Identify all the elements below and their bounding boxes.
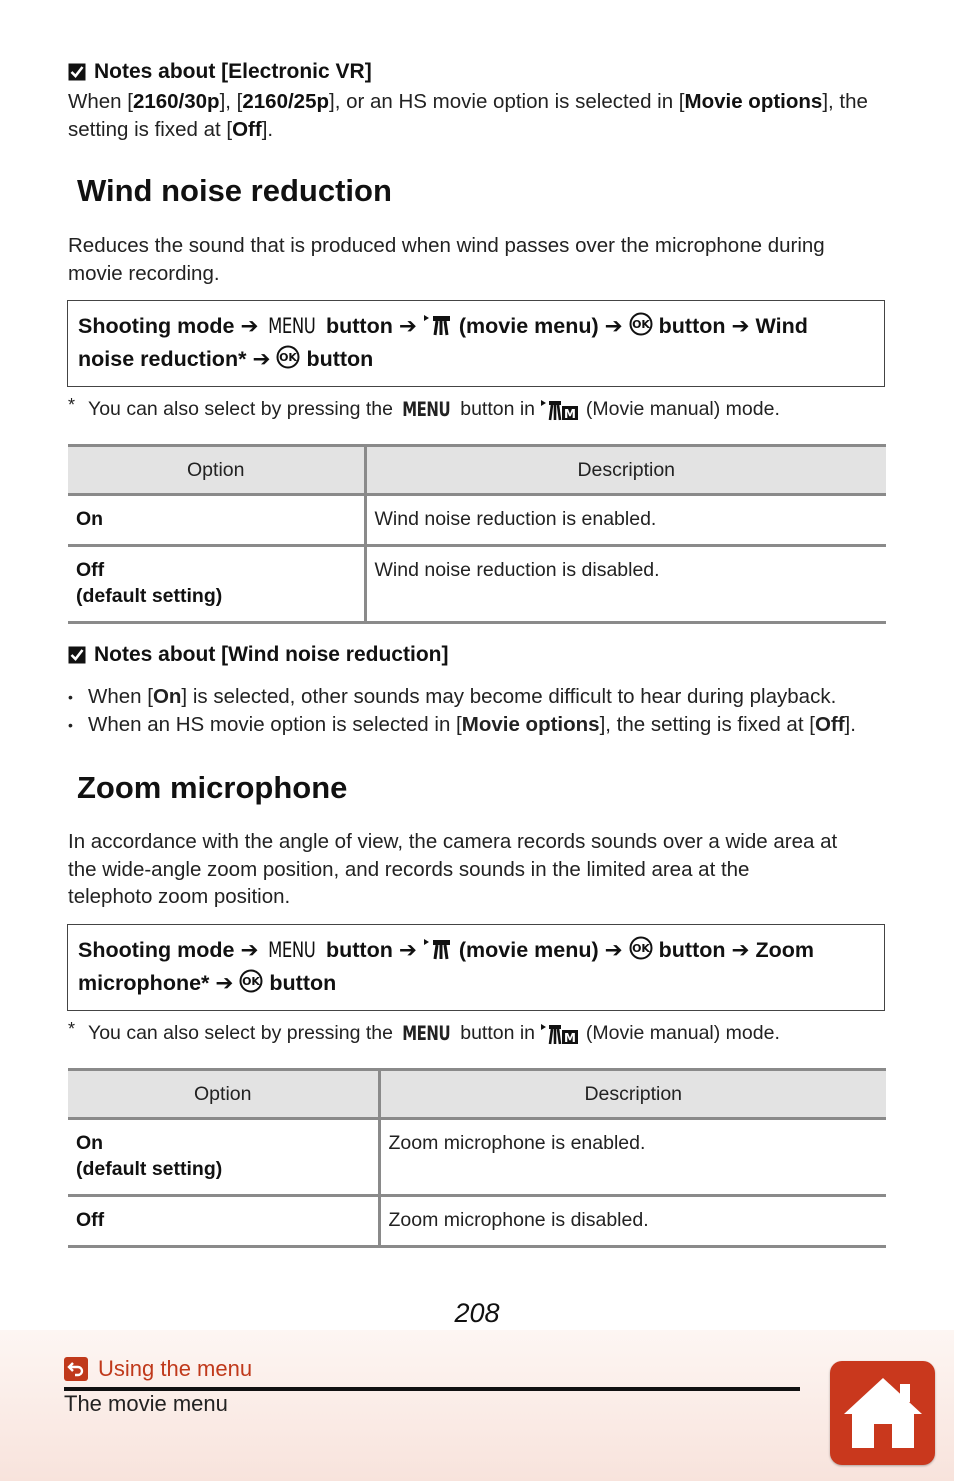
note-wind-noise-list — [68, 683, 898, 739]
arrow-right-icon: ➔ — [731, 314, 750, 338]
table-header-row — [68, 446, 886, 495]
arrow-right-icon: ➔ — [240, 938, 259, 962]
column-header-description: Description — [365, 446, 886, 495]
ok-button-icon — [629, 312, 653, 336]
menu-button-icon: MENU — [402, 1022, 451, 1045]
zoom-footnote: * You can also select by pressing the MENU button in M (Movie manual) mode. — [68, 1019, 780, 1045]
back-icon — [64, 1357, 88, 1381]
table-row — [68, 495, 886, 546]
arrow-right-icon: ➔ — [731, 938, 750, 962]
page-number: 208 — [454, 1298, 500, 1328]
movie-menu-icon — [423, 938, 453, 960]
option-cell: Off (default setting) — [68, 546, 365, 623]
home-button[interactable] — [830, 1361, 935, 1465]
note-electronic-vr-text: When [2160/30p], [2160/25p], or an HS movie option is selected in [Movie options], the setting is fixed at [Off]. — [68, 90, 868, 141]
arrow-right-icon: ➔ — [215, 971, 234, 995]
table-row — [68, 1196, 886, 1247]
arrow-right-icon: ➔ — [604, 938, 623, 962]
wind-menu-path-box: Shooting mode ➔ MENU button ➔ (movie menu) ➔ OK button ➔ Wind noise reduction* ➔ OK button — [67, 300, 885, 387]
arrow-right-icon: ➔ — [398, 938, 417, 962]
note-title: Notes about [Electronic VR] — [94, 60, 372, 83]
note-title: Notes about [Wind noise reduction] — [94, 643, 449, 666]
zoom-menu-path-box: Shooting mode ➔ MENU button ➔ (movie menu) ➔ OK button ➔ Zoom microphone* ➔ OK button — [67, 924, 885, 1011]
section-heading-zoom-microphone: Zoom microphone — [77, 770, 348, 805]
list-item: • When an HS movie option is selected in [Movie options], the setting is fixed at [Off]. — [68, 711, 898, 739]
svg-text:OK: OK — [631, 318, 650, 331]
section-heading-wind-noise: Wind noise reduction — [77, 173, 392, 208]
column-header-option: Option — [68, 446, 365, 495]
description-cell: Zoom microphone is disabled. — [379, 1196, 886, 1247]
option-cell: On — [68, 495, 365, 546]
table-row — [68, 1119, 886, 1196]
description-cell: Wind noise reduction is disabled. — [365, 546, 886, 623]
menu-button-icon: MENU — [268, 314, 316, 339]
arrow-right-icon: ➔ — [240, 314, 259, 338]
wind-footnote: * You can also select by pressing the MENU button in M (Movie manual) mode. — [68, 395, 780, 421]
table-row — [68, 546, 886, 623]
ok-button-icon — [276, 345, 300, 369]
wind-options-table — [68, 444, 886, 624]
wind-intro: Reduces the sound that is produced when wind passes over the microphone during movie recording. — [68, 234, 825, 285]
check-note-icon — [68, 646, 86, 664]
menu-button-icon: MENU — [268, 938, 316, 963]
movie-menu-icon — [423, 314, 453, 336]
note-heading-wind-noise — [68, 643, 448, 667]
arrow-right-icon: ➔ — [398, 314, 417, 338]
svg-text:M: M — [564, 1030, 577, 1045]
option-cell: On (default setting) — [68, 1119, 379, 1196]
breadcrumb-label: Using the menu — [98, 1356, 253, 1381]
table-header-row — [68, 1070, 886, 1119]
breadcrumb-link-using-the-menu[interactable] — [64, 1356, 252, 1382]
svg-text:M: M — [564, 406, 577, 421]
column-header-option: Option — [68, 1070, 379, 1119]
description-cell: Zoom microphone is enabled. — [379, 1119, 886, 1196]
svg-text:OK: OK — [631, 942, 650, 955]
svg-text:OK: OK — [279, 351, 298, 364]
list-item: • When [On] is selected, other sounds may become difficult to hear during playback. — [68, 683, 898, 711]
ok-button-icon — [239, 969, 263, 993]
movie-manual-icon — [540, 399, 580, 421]
movie-manual-icon — [540, 1023, 580, 1045]
note-heading-electronic-vr — [68, 60, 372, 84]
description-cell: Wind noise reduction is enabled. — [365, 495, 886, 546]
option-cell: Off — [68, 1196, 379, 1247]
home-icon — [840, 1374, 926, 1452]
zoom-options-table — [68, 1068, 886, 1248]
arrow-right-icon: ➔ — [604, 314, 623, 338]
svg-text:OK: OK — [242, 975, 261, 988]
menu-button-icon: MENU — [402, 398, 451, 421]
column-header-description: Description — [379, 1070, 886, 1119]
zoom-intro: In accordance with the angle of view, the camera records sounds over a wide area at the wide-angle zoom position, and records sounds in the limited area at the telephoto zoom position. — [68, 830, 838, 908]
check-note-icon — [68, 63, 86, 81]
breadcrumb-subsection: The movie menu — [64, 1391, 228, 1416]
ok-button-icon — [629, 936, 653, 960]
arrow-right-icon: ➔ — [252, 347, 271, 371]
